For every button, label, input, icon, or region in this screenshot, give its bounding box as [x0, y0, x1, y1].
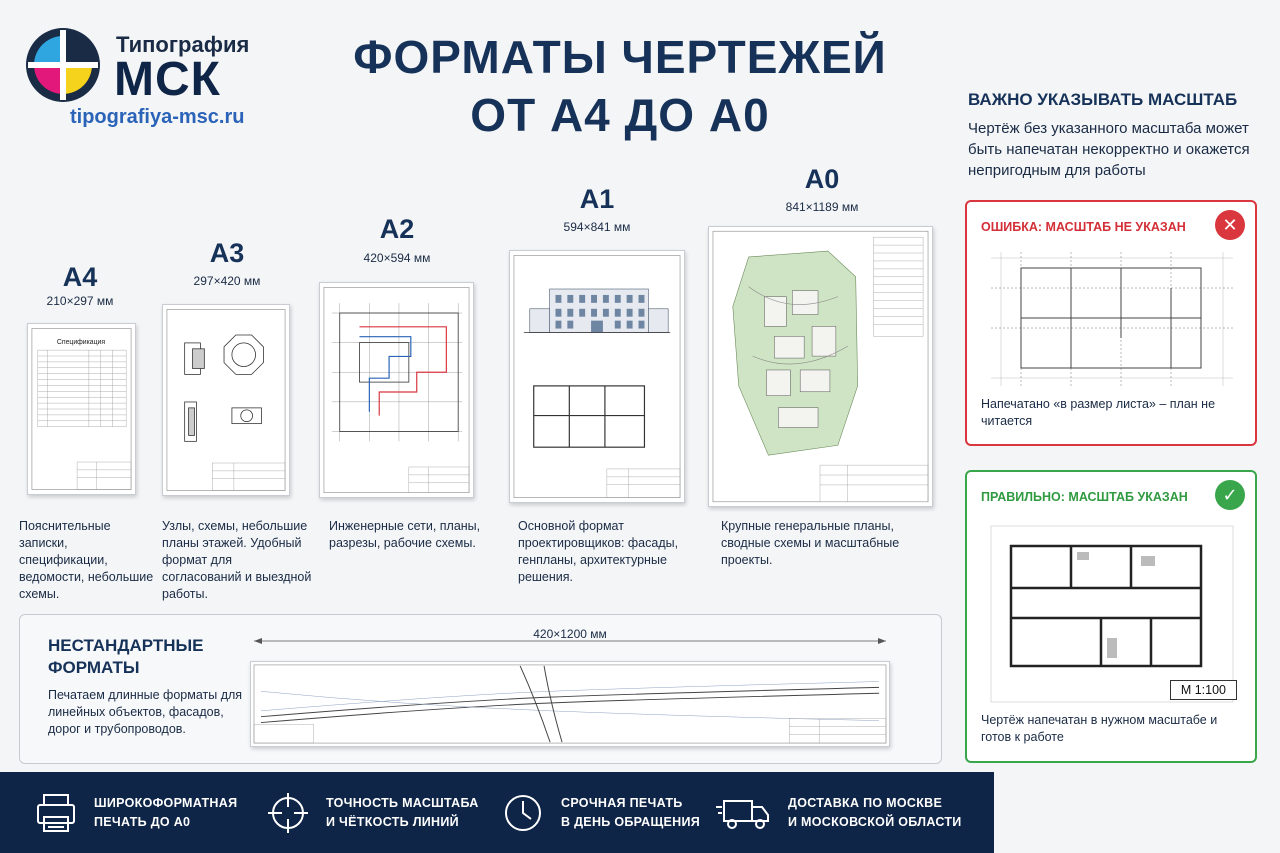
- format-a3-desc: Узлы, схемы, небольшие планы этажей. Удобный формат для согласований и выездной работы.: [162, 519, 312, 601]
- format-a3-sheet: [162, 304, 290, 496]
- crosshair-icon: [266, 791, 310, 835]
- format-a0-size: 841×1189 мм: [785, 200, 859, 214]
- feature-accuracy-text: [326, 794, 479, 832]
- brand-url[interactable]: tipografiya-msc.ru: [70, 106, 245, 128]
- logo-mark-icon: [24, 26, 102, 104]
- format-a0-name: A0: [804, 164, 840, 194]
- format-a1-sheet: [509, 250, 685, 503]
- feature-delivery-line1: ДОСТАВКА ПО МОСКВЕ: [788, 795, 943, 810]
- feature-printing-text: [94, 794, 237, 832]
- a1-drawing: [510, 251, 684, 502]
- logo: [24, 26, 264, 130]
- scale-heading: ВАЖНО УКАЗЫВАТЬ МАСШТАБ: [968, 90, 1238, 109]
- scale-text: Чертёж без указанного масштаба может быть напечатан некорректно и окажется непригодным для работы: [968, 120, 1250, 179]
- a0-drawing: [709, 227, 932, 506]
- format-a4-name: A4: [62, 262, 98, 292]
- feature-delivery: [716, 772, 962, 853]
- format-a1-size: 594×841 мм: [563, 220, 631, 234]
- feature-urgent-line2: В ДЕНЬ ОБРАЩЕНИЯ: [561, 814, 701, 829]
- a4-sheet-title: Спецификация: [56, 339, 106, 347]
- page-title-line2: ОТ А4 ДО А0: [470, 89, 770, 141]
- brand-name-small: Типография: [116, 32, 250, 57]
- clock-icon: [501, 791, 545, 835]
- nonstandard-panel: [19, 614, 942, 764]
- printer-icon: [34, 791, 78, 835]
- format-a2-desc: Инженерные сети, планы, разрезы, рабочие схемы.: [329, 519, 481, 550]
- feature-printing-line2: ПЕЧАТЬ ДО А0: [94, 814, 191, 829]
- format-a0-desc: Крупные генеральные планы, сводные схемы и масштабные проекты.: [721, 519, 900, 567]
- format-a3-name: A3: [209, 238, 245, 268]
- a3-drawing: [163, 305, 289, 495]
- feature-urgent: [501, 772, 700, 853]
- nonstandard-text: Печатаем длинные форматы для линейных объектов, фасадов, дорог и трубопроводов.: [48, 688, 243, 736]
- card-error-text: Напечатано «в размер листа» – план не читается: [981, 397, 1216, 428]
- card-correct: [965, 470, 1257, 763]
- format-a2-sheet: [319, 282, 474, 498]
- feature-accuracy-line2: И ЧЁТКОСТЬ ЛИНИЙ: [326, 814, 459, 829]
- truck-icon: [716, 791, 772, 835]
- brand-name-big: МСК: [114, 53, 221, 106]
- card-correct-text: Чертёж напечатан в нужном масштабе и готов к работе: [981, 713, 1218, 744]
- check-icon: ✓: [1215, 480, 1245, 510]
- scale-label: М 1:100: [1170, 680, 1237, 700]
- feature-delivery-text: [788, 794, 962, 832]
- format-a2-name: A2: [379, 214, 415, 244]
- format-a4-sheet: [27, 323, 136, 495]
- page-title-line1: ФОРМАТЫ ЧЕРТЕЖЕЙ: [353, 31, 887, 83]
- format-a3-size: 297×420 мм: [193, 274, 261, 288]
- format-a2-size: 420×594 мм: [363, 251, 431, 265]
- format-a4-size: 210×297 мм: [46, 294, 114, 308]
- format-a0-sheet: [708, 226, 933, 507]
- feature-accuracy-line1: ТОЧНОСТЬ МАСШТАБА: [326, 795, 479, 810]
- card-error: [965, 200, 1257, 446]
- card-error-plan: [981, 248, 1243, 390]
- footer-bar: [0, 772, 994, 853]
- feature-urgent-text: [561, 794, 700, 832]
- a4-drawing: [28, 324, 135, 494]
- feature-accuracy: [266, 772, 479, 853]
- feature-urgent-line1: СРОЧНАЯ ПЕЧАТЬ: [561, 795, 683, 810]
- format-a1-name: A1: [579, 184, 615, 214]
- feature-printing: [34, 772, 237, 853]
- nonstandard-size: 420×1200 мм: [533, 627, 607, 641]
- format-a1-desc: Основной формат проектировщиков: фасады, генпланы, архитектурные решения.: [518, 519, 679, 584]
- road-drawing: [251, 662, 889, 746]
- close-icon: ✕: [1215, 210, 1245, 240]
- format-a4-desc: Пояснительные записки, спецификации, ведомости, небольшие схемы.: [19, 519, 154, 601]
- feature-delivery-line2: И МОСКОВСКОЙ ОБЛАСТИ: [788, 814, 962, 829]
- nonstandard-sheet: [250, 661, 890, 747]
- card-error-title: ОШИБКА: МАСШТАБ НЕ УКАЗАН: [981, 220, 1186, 234]
- card-correct-title: ПРАВИЛЬНО: МАСШТАБ УКАЗАН: [981, 490, 1188, 504]
- feature-printing-line1: ШИРОКОФОРМАТНАЯ: [94, 795, 238, 810]
- page-title: [320, 28, 920, 144]
- nonstandard-title: НЕСТАНДАРТНЫЕ ФОРМАТЫ: [48, 636, 204, 677]
- a2-drawing: [320, 283, 473, 497]
